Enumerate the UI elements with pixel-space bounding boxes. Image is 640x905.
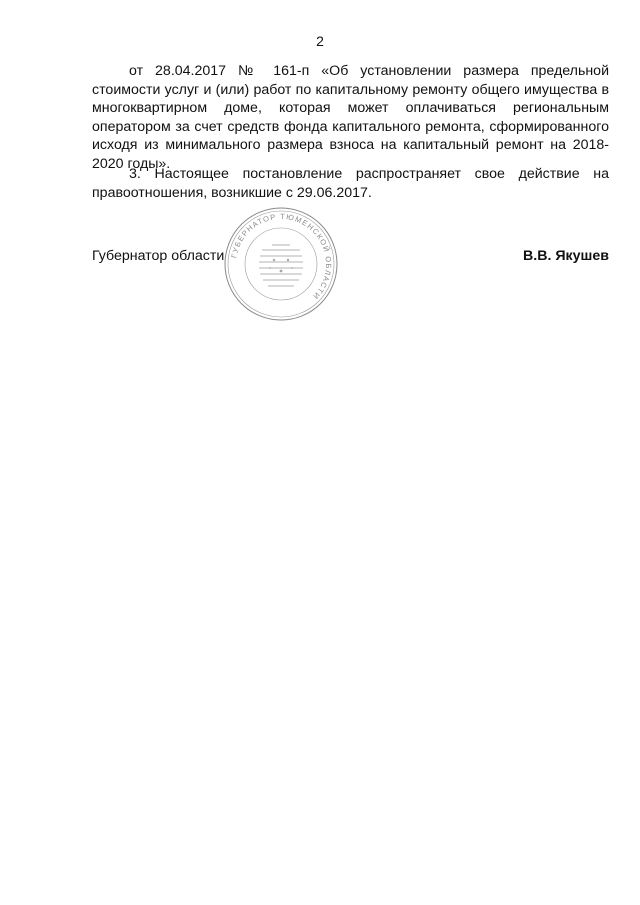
paragraph-continuation: от 28.04.2017 № 161-п «Об установлении размера предельной стоимости услуг и (или) работ по капитальному ремонту общего имущества в многоквартирном доме, которая может оплачиваться региональным оператором за счет средств фонда капитального ремонта, сформированного исходя из минимального размера взноса на капитальный ремонт на 2018-2020 годы».: [92, 63, 609, 172]
signatory-name: В.В. Якушев: [523, 248, 609, 264]
page-number: 2: [316, 33, 324, 49]
paragraph-effective-date: 3. Настоящее постановление распространяет свое действие на правоотношения, возникшие с 29.06.2017.: [92, 166, 609, 201]
signatory-title: Губернатор области: [92, 248, 225, 264]
svg-text:ГУБЕРНАТОР ТЮМЕНСКОЙ ОБЛАСТИ: ГУБЕРНАТОР ТЮМЕНСКОЙ ОБЛАСТИ: [229, 211, 334, 302]
official-seal: [222, 205, 340, 323]
